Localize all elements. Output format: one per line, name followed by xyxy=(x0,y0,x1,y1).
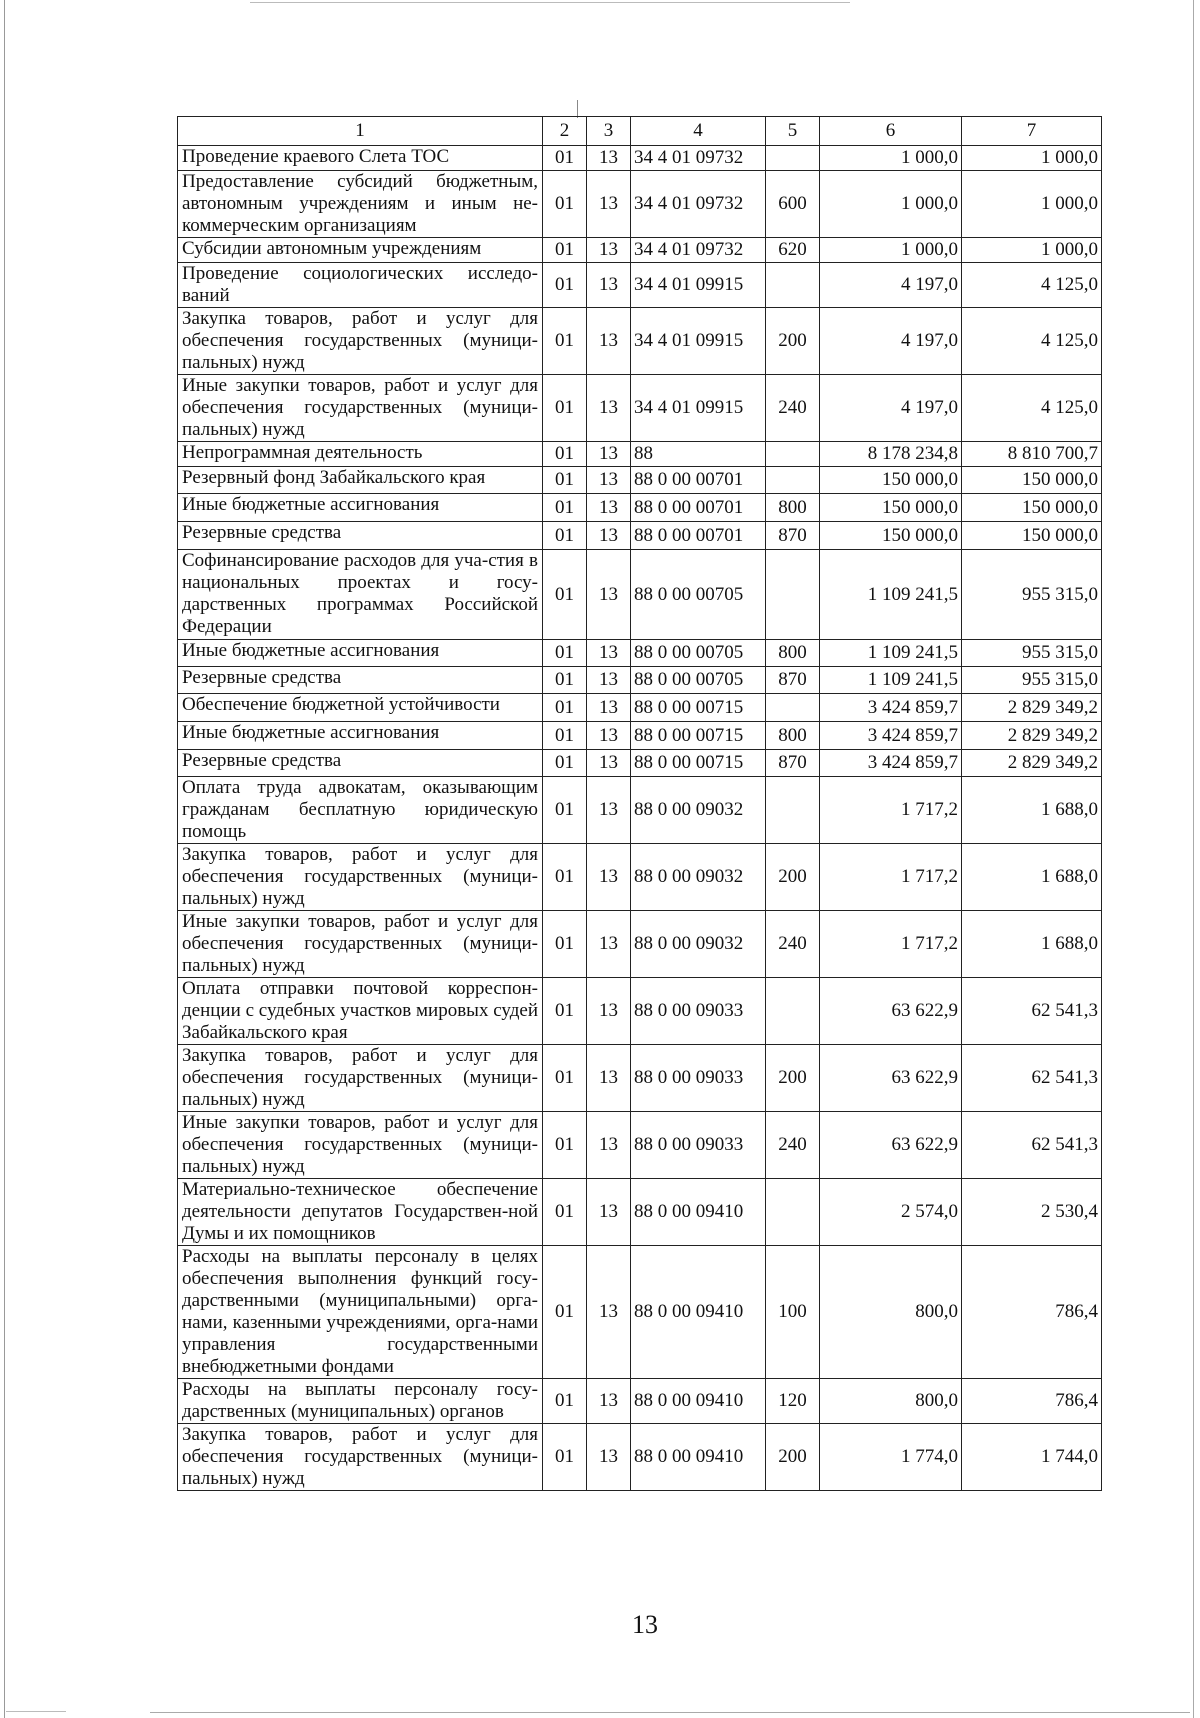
row-name: Закупка товаров, работ и услуг для обеспечения государственных (муници-пальных) нужд xyxy=(178,1045,543,1112)
row-name: Субсидии автономным учреждениям xyxy=(178,238,543,263)
table-row xyxy=(178,1179,1102,1246)
row-target-article: 88 0 00 00705 xyxy=(631,550,766,640)
row-subsection-code: 13 xyxy=(587,844,631,911)
row-amount-year-1: 3 424 859,7 xyxy=(820,750,962,777)
table-row xyxy=(178,171,1102,238)
row-expense-type: 870 xyxy=(766,750,820,777)
row-subsection-code: 13 xyxy=(587,442,631,467)
row-amount-year-2: 786,4 xyxy=(962,1246,1102,1379)
row-subsection-code: 13 xyxy=(587,263,631,308)
row-amount-year-2: 1 688,0 xyxy=(962,911,1102,978)
row-target-article: 88 0 00 09033 xyxy=(631,1045,766,1112)
row-section-code: 01 xyxy=(543,978,587,1045)
row-subsection-code: 13 xyxy=(587,522,631,550)
row-amount-year-2: 2 829 349,2 xyxy=(962,722,1102,750)
row-section-code: 01 xyxy=(543,238,587,263)
row-section-code: 01 xyxy=(543,722,587,750)
table-row xyxy=(178,263,1102,308)
row-expense-type xyxy=(766,777,820,844)
row-target-article: 34 4 01 09915 xyxy=(631,263,766,308)
row-amount-year-2: 955 315,0 xyxy=(962,667,1102,694)
row-amount-year-1: 3 424 859,7 xyxy=(820,694,962,722)
row-subsection-code: 13 xyxy=(587,640,631,667)
row-target-article: 88 0 00 09410 xyxy=(631,1379,766,1424)
row-expense-type xyxy=(766,467,820,494)
row-amount-year-1: 1 717,2 xyxy=(820,844,962,911)
row-name: Закупка товаров, работ и услуг для обеспечения государственных (муници-пальных) нужд xyxy=(178,308,543,375)
table-row xyxy=(178,467,1102,494)
row-section-code: 01 xyxy=(543,1379,587,1424)
table-row xyxy=(178,1045,1102,1112)
row-amount-year-2: 1 688,0 xyxy=(962,844,1102,911)
row-expense-type xyxy=(766,442,820,467)
row-amount-year-1: 1 717,2 xyxy=(820,911,962,978)
row-target-article: 88 0 00 00715 xyxy=(631,694,766,722)
row-subsection-code: 13 xyxy=(587,146,631,171)
table-row xyxy=(178,1112,1102,1179)
row-expense-type xyxy=(766,550,820,640)
table-row xyxy=(178,694,1102,722)
row-section-code: 01 xyxy=(543,640,587,667)
row-subsection-code: 13 xyxy=(587,1045,631,1112)
row-name: Резервные средства xyxy=(178,750,543,777)
row-name: Непрограммная деятельность xyxy=(178,442,543,467)
row-subsection-code: 13 xyxy=(587,667,631,694)
table-header-row xyxy=(178,117,1102,146)
row-subsection-code: 13 xyxy=(587,1246,631,1379)
row-subsection-code: 13 xyxy=(587,978,631,1045)
row-target-article: 88 0 00 09410 xyxy=(631,1246,766,1379)
row-amount-year-1: 1 000,0 xyxy=(820,171,962,238)
row-amount-year-1: 1 109 241,5 xyxy=(820,667,962,694)
row-section-code: 01 xyxy=(543,1424,587,1491)
row-expense-type: 240 xyxy=(766,1112,820,1179)
row-section-code: 01 xyxy=(543,467,587,494)
row-name: Иные бюджетные ассигнования xyxy=(178,494,543,522)
row-section-code: 01 xyxy=(543,911,587,978)
row-expense-type: 870 xyxy=(766,522,820,550)
row-section-code: 01 xyxy=(543,171,587,238)
row-section-code: 01 xyxy=(543,308,587,375)
row-expense-type xyxy=(766,1179,820,1246)
row-amount-year-2: 150 000,0 xyxy=(962,494,1102,522)
table-row xyxy=(178,146,1102,171)
row-section-code: 01 xyxy=(543,442,587,467)
row-amount-year-2: 1 688,0 xyxy=(962,777,1102,844)
row-section-code: 01 xyxy=(543,263,587,308)
row-amount-year-2: 4 125,0 xyxy=(962,263,1102,308)
row-section-code: 01 xyxy=(543,844,587,911)
row-name: Иные закупки товаров, работ и услуг для обеспечения государственных (муници-пальных) нужд xyxy=(178,911,543,978)
row-expense-type: 240 xyxy=(766,911,820,978)
table-row xyxy=(178,1246,1102,1379)
row-target-article: 88 0 00 09033 xyxy=(631,978,766,1045)
row-name: Оплата отправки почтовой корреспон-денции с судебных участков мировых судей Забайкальского края xyxy=(178,978,543,1045)
row-target-article: 34 4 01 09915 xyxy=(631,308,766,375)
row-name: Резервные средства xyxy=(178,522,543,550)
row-amount-year-2: 150 000,0 xyxy=(962,467,1102,494)
row-target-article: 88 0 00 09033 xyxy=(631,1112,766,1179)
row-subsection-code: 13 xyxy=(587,467,631,494)
row-amount-year-2: 1 000,0 xyxy=(962,171,1102,238)
row-subsection-code: 13 xyxy=(587,308,631,375)
row-target-article: 88 0 00 09032 xyxy=(631,844,766,911)
row-expense-type: 600 xyxy=(766,171,820,238)
row-target-article: 88 0 00 00701 xyxy=(631,467,766,494)
scan-artifact-bottom-left xyxy=(6,1711,66,1712)
row-section-code: 01 xyxy=(543,375,587,442)
row-subsection-code: 13 xyxy=(587,550,631,640)
row-amount-year-1: 1 000,0 xyxy=(820,146,962,171)
row-name: Иные закупки товаров, работ и услуг для обеспечения государственных (муници-пальных) нужд xyxy=(178,375,543,442)
table-row xyxy=(178,640,1102,667)
row-amount-year-2: 1 744,0 xyxy=(962,1424,1102,1491)
table-row xyxy=(178,1424,1102,1491)
row-subsection-code: 13 xyxy=(587,1424,631,1491)
row-section-code: 01 xyxy=(543,750,587,777)
table-row xyxy=(178,442,1102,467)
row-amount-year-2: 2 829 349,2 xyxy=(962,750,1102,777)
row-subsection-code: 13 xyxy=(587,375,631,442)
table-row xyxy=(178,667,1102,694)
row-name: Софинансирование расходов для уча-стия в национальных проектах и госу-дарственных программах Российской Федерации xyxy=(178,550,543,640)
table-row xyxy=(178,1379,1102,1424)
row-expense-type xyxy=(766,978,820,1045)
table-row xyxy=(178,238,1102,263)
row-section-code: 01 xyxy=(543,1045,587,1112)
row-amount-year-1: 150 000,0 xyxy=(820,522,962,550)
row-section-code: 01 xyxy=(543,1179,587,1246)
row-section-code: 01 xyxy=(543,1246,587,1379)
row-expense-type: 120 xyxy=(766,1379,820,1424)
row-section-code: 01 xyxy=(543,694,587,722)
row-target-article: 88 xyxy=(631,442,766,467)
table-row xyxy=(178,750,1102,777)
row-amount-year-2: 8 810 700,7 xyxy=(962,442,1102,467)
row-subsection-code: 13 xyxy=(587,694,631,722)
row-expense-type: 240 xyxy=(766,375,820,442)
row-name: Иные бюджетные ассигнования xyxy=(178,722,543,750)
row-amount-year-1: 4 197,0 xyxy=(820,308,962,375)
row-target-article: 88 0 00 00701 xyxy=(631,494,766,522)
row-amount-year-1: 1 717,2 xyxy=(820,777,962,844)
row-subsection-code: 13 xyxy=(587,1112,631,1179)
row-target-article: 88 0 00 09410 xyxy=(631,1179,766,1246)
scan-artifact-bottom xyxy=(150,1712,1190,1713)
header-col-1: 1 xyxy=(178,117,543,146)
header-col-4: 4 xyxy=(631,117,766,146)
row-target-article: 88 0 00 09032 xyxy=(631,911,766,978)
row-expense-type: 200 xyxy=(766,308,820,375)
table-row xyxy=(178,494,1102,522)
table-row xyxy=(178,978,1102,1045)
row-target-article: 34 4 01 09915 xyxy=(631,375,766,442)
row-amount-year-2: 62 541,3 xyxy=(962,1045,1102,1112)
row-amount-year-1: 4 197,0 xyxy=(820,263,962,308)
row-name: Расходы на выплаты персоналу в целях обеспечения выполнения функций госу-дарственными (муниципальными) орга-нами, казенными учреждениями, орга-нами управления государственными внебюджетными фондами xyxy=(178,1246,543,1379)
table-row xyxy=(178,722,1102,750)
row-target-article: 88 0 00 00715 xyxy=(631,750,766,777)
row-subsection-code: 13 xyxy=(587,777,631,844)
row-amount-year-1: 4 197,0 xyxy=(820,375,962,442)
row-target-article: 88 0 00 00715 xyxy=(631,722,766,750)
row-amount-year-2: 1 000,0 xyxy=(962,238,1102,263)
row-expense-type: 200 xyxy=(766,844,820,911)
header-col-5: 5 xyxy=(766,117,820,146)
scan-edge-left xyxy=(4,0,5,1718)
row-expense-type: 100 xyxy=(766,1246,820,1379)
row-expense-type: 200 xyxy=(766,1424,820,1491)
row-amount-year-2: 955 315,0 xyxy=(962,550,1102,640)
row-target-article: 88 0 00 00705 xyxy=(631,640,766,667)
row-name: Проведение социологических исследо-ваний xyxy=(178,263,543,308)
row-expense-type: 870 xyxy=(766,667,820,694)
row-expense-type xyxy=(766,146,820,171)
row-target-article: 88 0 00 00705 xyxy=(631,667,766,694)
row-amount-year-1: 3 424 859,7 xyxy=(820,722,962,750)
row-amount-year-1: 1 774,0 xyxy=(820,1424,962,1491)
row-amount-year-2: 1 000,0 xyxy=(962,146,1102,171)
row-name: Оплата труда адвокатам, оказывающим гражданам бесплатную юридическую помощь xyxy=(178,777,543,844)
row-name: Резервные средства xyxy=(178,667,543,694)
scan-artifact-top xyxy=(250,2,850,3)
row-target-article: 34 4 01 09732 xyxy=(631,171,766,238)
row-amount-year-1: 800,0 xyxy=(820,1379,962,1424)
row-section-code: 01 xyxy=(543,777,587,844)
header-col-2: 2 xyxy=(543,117,587,146)
row-subsection-code: 13 xyxy=(587,494,631,522)
row-expense-type xyxy=(766,263,820,308)
row-section-code: 01 xyxy=(543,550,587,640)
row-amount-year-1: 1 109 241,5 xyxy=(820,640,962,667)
header-col-3: 3 xyxy=(587,117,631,146)
row-name: Закупка товаров, работ и услуг для обеспечения государственных (муници-пальных) нужд xyxy=(178,1424,543,1491)
row-amount-year-1: 2 574,0 xyxy=(820,1179,962,1246)
row-section-code: 01 xyxy=(543,494,587,522)
table-row xyxy=(178,375,1102,442)
row-amount-year-2: 2 530,4 xyxy=(962,1179,1102,1246)
row-target-article: 34 4 01 09732 xyxy=(631,146,766,171)
row-subsection-code: 13 xyxy=(587,911,631,978)
row-subsection-code: 13 xyxy=(587,750,631,777)
row-expense-type: 200 xyxy=(766,1045,820,1112)
row-target-article: 34 4 01 09732 xyxy=(631,238,766,263)
header-col-7: 7 xyxy=(962,117,1102,146)
row-target-article: 88 0 00 00701 xyxy=(631,522,766,550)
row-name: Материально-техническое обеспечение деятельности депутатов Государствен-ной Думы и их помощников xyxy=(178,1179,543,1246)
row-subsection-code: 13 xyxy=(587,722,631,750)
row-section-code: 01 xyxy=(543,667,587,694)
row-amount-year-1: 8 178 234,8 xyxy=(820,442,962,467)
row-amount-year-1: 63 622,9 xyxy=(820,978,962,1045)
row-section-code: 01 xyxy=(543,1112,587,1179)
row-name: Иные закупки товаров, работ и услуг для обеспечения государственных (муници-пальных) нужд xyxy=(178,1112,543,1179)
row-amount-year-2: 786,4 xyxy=(962,1379,1102,1424)
table-row xyxy=(178,522,1102,550)
row-name: Резервный фонд Забайкальского края xyxy=(178,467,543,494)
row-section-code: 01 xyxy=(543,522,587,550)
table-row xyxy=(178,308,1102,375)
header-col-6: 6 xyxy=(820,117,962,146)
row-amount-year-1: 63 622,9 xyxy=(820,1112,962,1179)
row-name: Закупка товаров, работ и услуг для обеспечения государственных (муници-пальных) нужд xyxy=(178,844,543,911)
row-name: Проведение краевого Слета ТОС xyxy=(178,146,543,171)
row-section-code: 01 xyxy=(543,146,587,171)
row-expense-type: 800 xyxy=(766,640,820,667)
row-amount-year-2: 2 829 349,2 xyxy=(962,694,1102,722)
table-row xyxy=(178,550,1102,640)
row-subsection-code: 13 xyxy=(587,238,631,263)
row-name: Обеспечение бюджетной устойчивости xyxy=(178,694,543,722)
table-row xyxy=(178,844,1102,911)
row-name: Предоставление субсидий бюджетным, автономным учреждениям и иным не-коммерческим организациям xyxy=(178,171,543,238)
row-name: Иные бюджетные ассигнования xyxy=(178,640,543,667)
row-amount-year-1: 150 000,0 xyxy=(820,467,962,494)
row-amount-year-1: 150 000,0 xyxy=(820,494,962,522)
row-amount-year-1: 1 000,0 xyxy=(820,238,962,263)
row-amount-year-2: 4 125,0 xyxy=(962,308,1102,375)
row-amount-year-1: 800,0 xyxy=(820,1246,962,1379)
row-amount-year-1: 1 109 241,5 xyxy=(820,550,962,640)
row-amount-year-1: 63 622,9 xyxy=(820,1045,962,1112)
row-target-article: 88 0 00 09032 xyxy=(631,777,766,844)
row-expense-type: 620 xyxy=(766,238,820,263)
row-target-article: 88 0 00 09410 xyxy=(631,1424,766,1491)
row-amount-year-2: 62 541,3 xyxy=(962,1112,1102,1179)
row-amount-year-2: 150 000,0 xyxy=(962,522,1102,550)
scan-edge-right xyxy=(1193,0,1194,1718)
row-name: Расходы на выплаты персоналу госу-дарственных (муниципальных) органов xyxy=(178,1379,543,1424)
budget-table xyxy=(177,116,1102,1491)
row-expense-type xyxy=(766,694,820,722)
row-subsection-code: 13 xyxy=(587,171,631,238)
row-subsection-code: 13 xyxy=(587,1179,631,1246)
row-amount-year-2: 62 541,3 xyxy=(962,978,1102,1045)
page-number: 13 xyxy=(632,1610,658,1639)
row-expense-type: 800 xyxy=(766,494,820,522)
table-row xyxy=(178,777,1102,844)
row-subsection-code: 13 xyxy=(587,1379,631,1424)
row-expense-type: 800 xyxy=(766,722,820,750)
row-amount-year-2: 4 125,0 xyxy=(962,375,1102,442)
row-amount-year-2: 955 315,0 xyxy=(962,640,1102,667)
table-row xyxy=(178,911,1102,978)
